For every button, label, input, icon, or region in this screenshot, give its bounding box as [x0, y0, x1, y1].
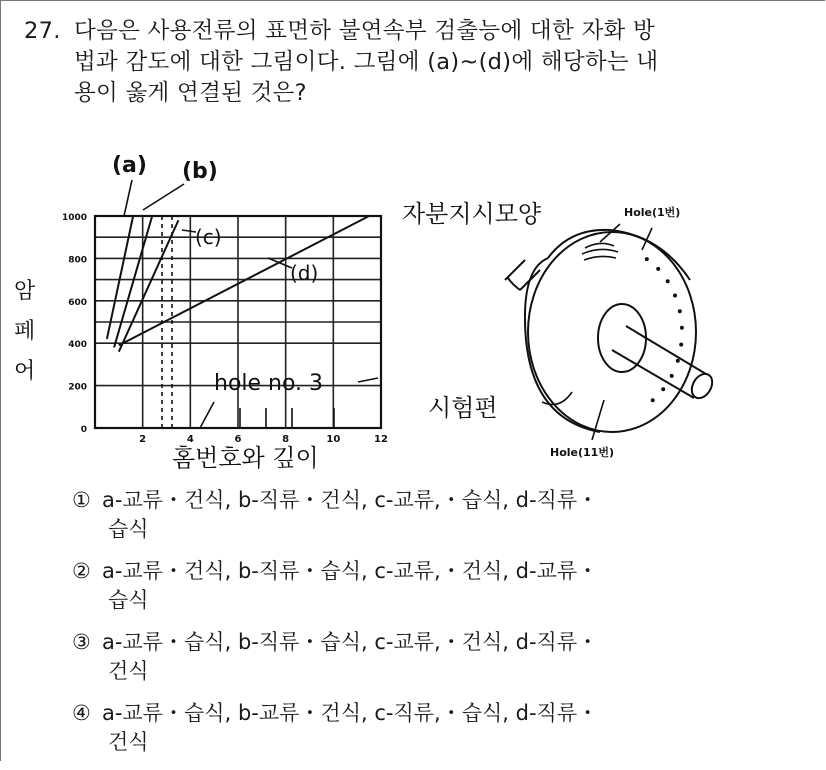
y-axis-label: 암 페 어 [14, 279, 36, 384]
option-1[interactable] [72, 486, 772, 544]
option-text-line-2: 건식 [108, 659, 149, 683]
question-line-3: 용이 옳게 연결된 것은? [74, 80, 307, 106]
hole-dot [645, 257, 649, 261]
hole-dot [673, 294, 677, 298]
specimen-label-body: 시험편 [428, 394, 498, 422]
curve-label-a: (a) [112, 153, 147, 178]
option-text-line-2: 건식 [108, 730, 149, 754]
x-tick-label: 8 [282, 434, 290, 445]
shaft-back-end [508, 278, 520, 290]
option-symbol: ② [72, 559, 91, 583]
curve-a [107, 216, 133, 339]
x-tick-label: 12 [374, 434, 388, 445]
option-text-line-1: a-교류・습식, b-교류・건식, c-직류,・습식, d-직류・ [102, 701, 599, 725]
x-axis-label: 홈번호와 깊이 [172, 444, 319, 470]
specimen-drawing [505, 224, 716, 440]
x-tick-label: 10 [326, 434, 341, 445]
hole-dot [676, 359, 680, 363]
annotation-pointer [358, 378, 378, 382]
option-2[interactable] [72, 557, 772, 615]
sensitivity-chart [14, 153, 388, 470]
y-tick-label: 600 [68, 297, 87, 308]
option-symbol: ③ [72, 630, 91, 654]
label-a-pointer [124, 180, 132, 216]
option-text-line-1: a-교류・건식, b-직류・습식, c-교류,・건식, d-교류・ [102, 559, 599, 583]
y-tick-label: 800 [68, 255, 87, 266]
shaft-back-2 [505, 260, 525, 280]
hole-dot [651, 398, 655, 402]
option-text-line-1: a-교류・건식, b-직류・건식, c-교류,・습식, d-직류・ [102, 488, 599, 512]
hole-dot [656, 267, 660, 271]
hole-dot [680, 326, 684, 330]
curve-d [119, 216, 369, 345]
question-number: 27. [24, 18, 61, 44]
answer-options [72, 486, 772, 770]
option-4[interactable] [72, 699, 772, 757]
x-tick-label: 4 [186, 434, 194, 445]
option-text-line-2: 습식 [108, 517, 149, 541]
option-symbol: ① [72, 488, 91, 512]
question-line-2: 법과 감도에 대한 그림이다. 그림에 (a)~(d)에 해당하는 내 [74, 49, 659, 75]
disk-bore [598, 304, 646, 372]
hole-dot [661, 387, 665, 391]
hole-marks [200, 402, 334, 428]
y-tick-labels [62, 213, 87, 435]
option-symbol: ④ [72, 701, 91, 725]
y-tick-label: 1000 [61, 213, 87, 223]
curve-label-b: (b) [182, 159, 218, 184]
specimen-label-hole-top: Hole(1번) [624, 206, 681, 219]
label-b-pointer [143, 184, 184, 210]
hole-no-annotation: hole no. 3 [214, 371, 324, 396]
x-tick-label: 2 [139, 434, 147, 445]
hole-dot [678, 309, 682, 313]
y-tick-label: 200 [68, 382, 87, 393]
specimen-label-hole-bottom: Hole(11번) [550, 446, 614, 459]
curve-label-d: (d) [290, 261, 319, 285]
chart-grid [95, 216, 381, 428]
question-text [24, 16, 784, 109]
hole-dot [670, 374, 674, 378]
y-tick-label: 400 [68, 340, 87, 351]
question-line-1: 다음은 사용전류의 표면하 불연속부 검출능에 대한 자화 방 [74, 18, 656, 44]
specimen-label-indication: 자분지시모양 [402, 200, 542, 228]
figure [0, 140, 826, 470]
option-text-line-2: 습식 [108, 588, 149, 612]
label-c-pointer [182, 230, 196, 232]
option-3[interactable] [72, 628, 772, 686]
figure-svg [0, 140, 826, 470]
hole-dot [666, 279, 670, 283]
option-text-line-1: a-교류・습식, b-직류・습식, c-교류,・건식, d-직류・ [102, 630, 599, 654]
hole-dot [679, 343, 683, 347]
x-tick-label: 6 [234, 434, 242, 445]
curve-label-c: (c) [195, 225, 222, 249]
y-tick-label: 0 [80, 425, 87, 435]
